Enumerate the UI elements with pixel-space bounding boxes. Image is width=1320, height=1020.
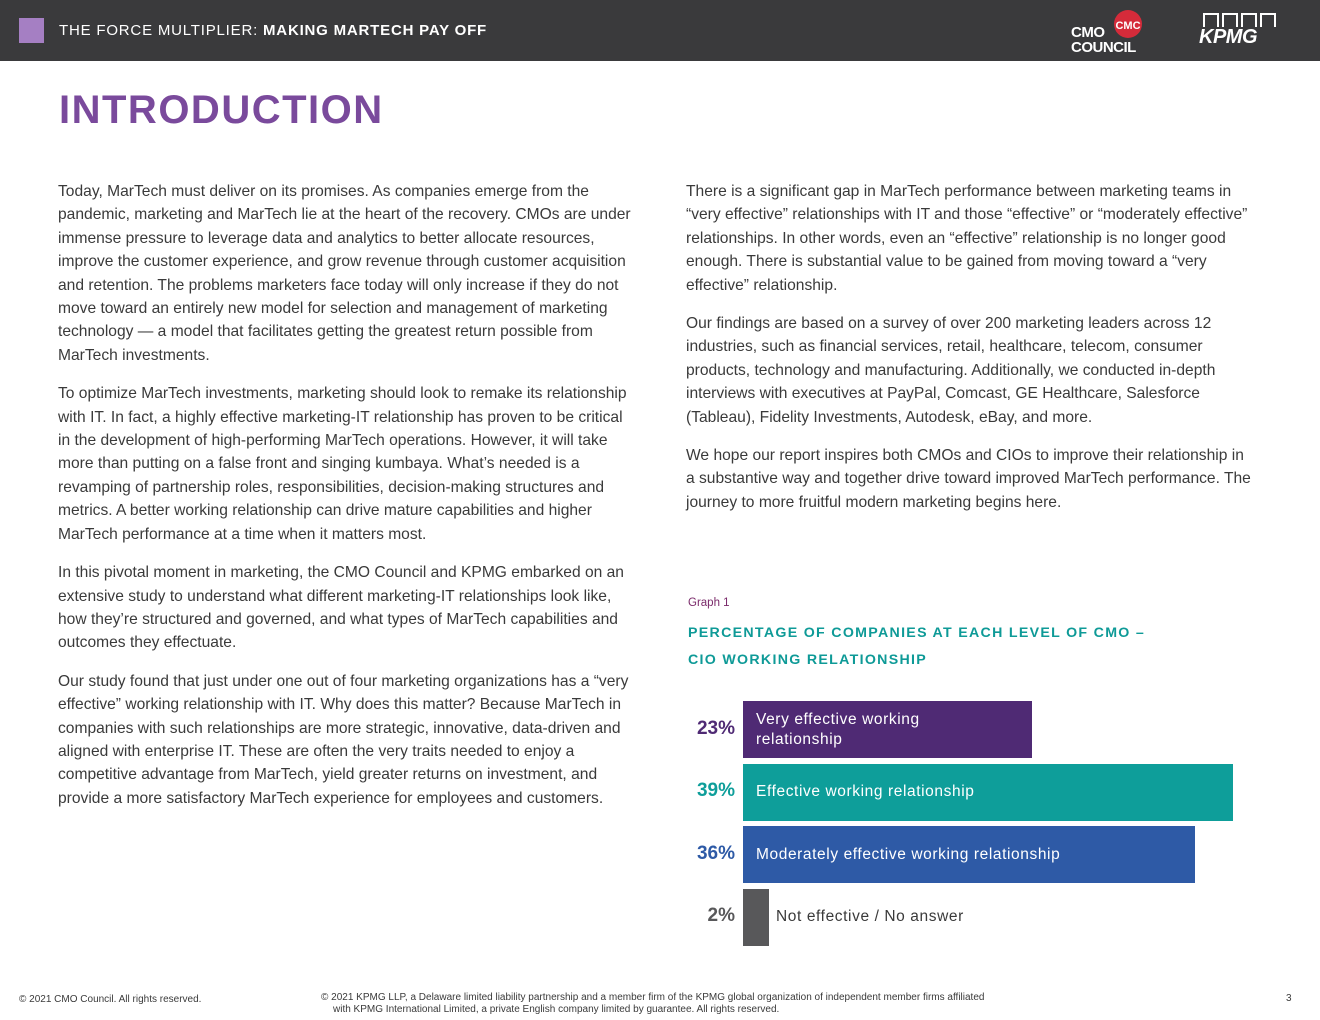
kpmg-logo-text: KPMG	[1199, 26, 1257, 48]
right-paragraph-3: We hope our report inspires both CMOs and CIOs to improve their relationship in a substantive way and together drive toward improved MarTech performance. The journey to more fruitful modern marketing begins here.	[686, 447, 1251, 511]
page-title: INTRODUCTION	[59, 88, 384, 132]
cmo-council-logo	[1068, 6, 1148, 56]
bar-value-not-effective-no-answer: 2%	[707, 905, 735, 926]
report-title-prefix: THE FORCE MULTIPLIER:	[59, 22, 259, 39]
left-paragraph-2: To optimize MarTech investments, marketing should look to remake its relationship with IT. In fact, a highly effective marketing-IT relationship has proven to be critical in the development of high-performing MarTech operations. However, it will take more than putting on a false front and singing kumbaya. What’s needed is a revamping of partnership roles, responsibilities, decision-making structures and metrics. A better working relationship can drive mature capabilities and higher MarTech performance at a time when it matters most.	[58, 385, 627, 543]
left-paragraph-1: Today, MarTech must deliver on its promises. As companies emerge from the pandemic, marketing and MarTech lie at the heart of the recovery. CMOs are under immense pressure to leverage data and analytics to better allocate resources, improve the customer experience, and grow revenue through customer acquisition and retention. The problems marketers face today will only increase if they do not move toward an entirely new model for selection and management of marketing technology — a model that facilitates getting the greatest return possible from MarTech investments.	[58, 183, 631, 364]
bar-not-effective-no-answer	[743, 889, 769, 946]
report-title	[59, 22, 487, 39]
graph-title: PERCENTAGE OF COMPANIES AT EACH LEVEL OF CMO – CIO WORKING RELATIONSHIP	[688, 625, 1146, 668]
cmo-logo-text-1: CMO	[1071, 24, 1105, 41]
header-accent-square	[19, 18, 44, 43]
bar-value-very-effective-working-relationship: 23%	[696, 717, 735, 739]
bar-value-effective-working-relationship: 39%	[696, 780, 735, 801]
footer-kpmg-copyright	[321, 992, 1081, 1016]
right-paragraph-1: There is a significant gap in MarTech performance between marketing teams in “very effective” relationships with IT and those “effective” or “moderately effective” relationships. In other words, even an “effective” relationship is no longer good enough. There is substantial value to be gained from moving toward a “very effective” relationship.	[686, 183, 1248, 294]
kpmg-boxes-icon	[1203, 13, 1276, 27]
right-paragraph-2: Our findings are based on a survey of over 200 marketing leaders across 12 industries, such as financial services, retail, healthcare, telecom, consumer products, technology and manufacturing. Additionally, we conducted in-depth interviews with executives at PayPal, Comcast, GE Healthcare, Salesforce (Tableau), Fidelity Investments, Autodesk, eBay, and more.	[686, 315, 1216, 426]
cmo-logo-mark-icon	[1112, 6, 1144, 42]
page-number: 3	[1286, 993, 1292, 1004]
header-bar	[0, 0, 1320, 61]
footer-kpmg-line-1: © 2021 KPMG LLP, a Delaware limited liability partnership and a member firm of the KPMG global organization of independent member firms affiliated	[321, 992, 985, 1003]
left-column	[58, 180, 638, 825]
bar-label-not-effective-no-answer: Not effective / No answer	[776, 908, 964, 925]
footer-cmo-copyright: © 2021 CMO Council. All rights reserved.	[19, 994, 202, 1005]
left-paragraph-4: Our study found that just under one out of four marketing organizations has a “very effective” working relationship with IT. Why does this matter? Because MarTech in companies with such relationships are more strategic, innovative, data-driven and aligned with enterprise IT. These are often the very traits needed to enjoy a competitive advantage from MarTech, yield greater returns on investment, and provide a more satisfactory MarTech experience for employees and customers.	[58, 672, 629, 807]
report-title-emphasis: MAKING MARTECH PAY OFF	[263, 22, 488, 39]
cmo-logo-mark: CMC	[1115, 20, 1141, 32]
footer-kpmg-line-2: with KPMG International Limited, a private English company limited by guarantee. All rights reserved.	[333, 1004, 780, 1015]
graph-label: Graph 1	[688, 597, 730, 609]
bar-label-moderately-effective-working-relationship: Moderately effective working relationship	[756, 845, 1061, 863]
bar-value-moderately-effective-working-relationship: 36%	[696, 842, 735, 864]
cmo-logo-text-2: COUNCIL	[1071, 39, 1136, 56]
left-paragraph-3: In this pivotal moment in marketing, the CMO Council and KPMG embarked on an extensive study to understand what different marketing-IT relationships look like, how they’re structured and governed, and what types of MarTech capabilities and outcomes they effectuate.	[58, 564, 624, 652]
bar-label-very-effective-working-relationship: Very effective working relationship	[756, 710, 920, 748]
right-column	[686, 180, 1256, 529]
kpmg-logo	[1199, 13, 1279, 47]
bar-label-effective-working-relationship: Effective working relationship	[756, 783, 975, 800]
